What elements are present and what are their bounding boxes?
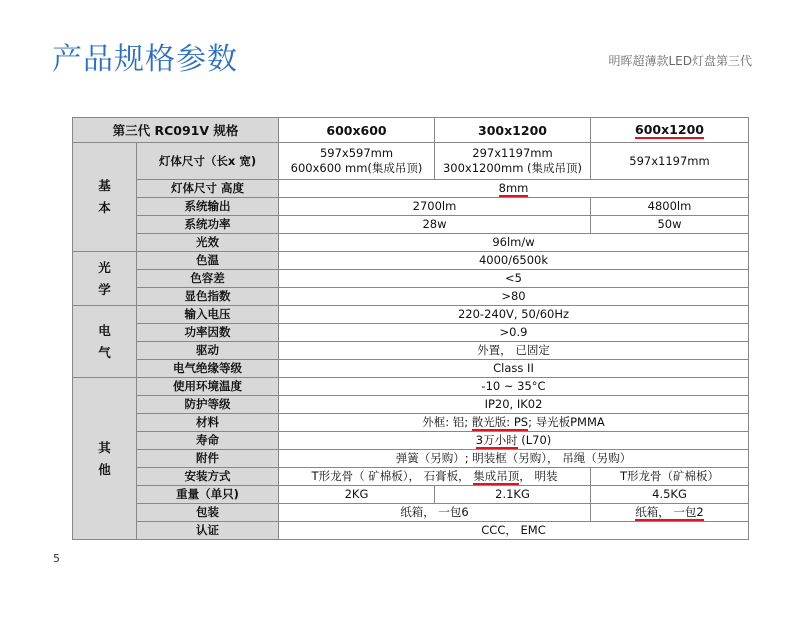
category-other-label: 其他	[98, 439, 111, 477]
power-value-a: 28w	[279, 216, 591, 234]
category-optical-label: 光学	[98, 259, 111, 297]
table-row	[73, 198, 749, 216]
table-header-row	[73, 118, 749, 143]
dimension-col1	[279, 143, 435, 180]
label-lifetime: 寿命	[137, 432, 279, 450]
table-row	[73, 143, 749, 180]
table-row	[73, 522, 749, 540]
material-highlight: 散光版: PS	[471, 414, 529, 429]
table-row	[73, 414, 749, 432]
accessories-value: 弹簧（另购）; 明装框（另购）， 吊绳（另购）	[279, 450, 749, 468]
lifetime-highlight: 3万小时	[475, 432, 518, 447]
weight-col3: 4.5KG	[591, 486, 749, 504]
installation-highlight: 集成吊顶	[473, 468, 520, 483]
page-title: 产品规格参数	[52, 42, 238, 77]
installation-pre: T形龙骨（ 矿棉板）， 石膏板，	[311, 468, 474, 483]
header-col3-highlight: 600x1200	[635, 121, 704, 137]
table-row	[73, 450, 749, 468]
table-row	[73, 342, 749, 360]
table-row	[73, 378, 749, 396]
dimension-col2	[435, 143, 591, 180]
table-row	[73, 180, 749, 198]
label-protection: 防护等级	[137, 396, 279, 414]
driver-value: 外置， 已固定	[279, 342, 749, 360]
table-row	[73, 486, 749, 504]
dimension-col2-line2: 300x1200mm (集成吊顶)	[442, 161, 583, 175]
table-row	[73, 234, 749, 252]
material-value	[279, 414, 749, 432]
table-row	[73, 324, 749, 342]
label-dimension: 灯体尺寸（长x 宽)	[137, 143, 279, 180]
weight-col2: 2.1KG	[435, 486, 591, 504]
material-pre: 外框: 铝;	[422, 414, 472, 429]
table-row	[73, 396, 749, 414]
label-packaging: 包装	[137, 504, 279, 522]
output-value-a: 2700lm	[279, 198, 591, 216]
label-accessories: 附件	[137, 450, 279, 468]
page-number: 5	[53, 552, 60, 565]
category-electrical	[73, 306, 137, 378]
table-row	[73, 216, 749, 234]
certification-value: CCC， EMC	[279, 522, 749, 540]
table-row	[73, 504, 749, 522]
category-basic	[73, 143, 137, 252]
label-cri: 显色指数	[137, 288, 279, 306]
input-voltage-value: 220-240V, 50/60Hz	[279, 306, 749, 324]
label-cct: 色温	[137, 252, 279, 270]
weight-col1: 2KG	[279, 486, 435, 504]
packaging-value-b	[591, 504, 749, 522]
cri-value: >80	[279, 288, 749, 306]
table-row	[73, 270, 749, 288]
ambient-temp-value: -10 ~ 35°C	[279, 378, 749, 396]
insulation-value: Class II	[279, 360, 749, 378]
label-power: 系统功率	[137, 216, 279, 234]
label-input-voltage: 输入电压	[137, 306, 279, 324]
output-value-b: 4800lm	[591, 198, 749, 216]
label-installation: 安装方式	[137, 468, 279, 486]
category-optical	[73, 252, 137, 306]
label-power-factor: 功率因数	[137, 324, 279, 342]
table-row	[73, 432, 749, 450]
header-col3	[591, 118, 749, 143]
color-tolerance-value: <5	[279, 270, 749, 288]
label-material: 材料	[137, 414, 279, 432]
label-output: 系统输出	[137, 198, 279, 216]
power-value-b: 50w	[591, 216, 749, 234]
table-row	[73, 468, 749, 486]
category-electrical-label: 电气	[98, 322, 111, 360]
installation-value-a	[279, 468, 591, 486]
installation-value-b: T形龙骨（矿棉板）	[591, 468, 749, 486]
efficacy-value: 96lm/w	[279, 234, 749, 252]
label-height: 灯体尺寸 高度	[137, 180, 279, 198]
category-other	[73, 378, 137, 540]
material-post: ; 导光板PMMA	[528, 414, 605, 429]
table-row	[73, 288, 749, 306]
header-spec: 第三代 RC091V 规格	[73, 118, 279, 143]
protection-value: IP20, IK02	[279, 396, 749, 414]
table-row	[73, 306, 749, 324]
spec-table	[72, 117, 749, 540]
table-row	[73, 360, 749, 378]
lifetime-post: (L70)	[517, 432, 552, 447]
dimension-col3: 597x1197mm	[591, 143, 749, 180]
dimension-col1-line2: 600x600 mm(集成吊顶)	[290, 161, 423, 175]
label-color-tolerance: 色容差	[137, 270, 279, 288]
label-ambient-temp: 使用环境温度	[137, 378, 279, 396]
power-factor-value: >0.9	[279, 324, 749, 342]
label-insulation: 电气绝缘等级	[137, 360, 279, 378]
cct-value: 4000/6500k	[279, 252, 749, 270]
packaging-highlight: 纸箱， 一包2	[635, 504, 704, 519]
dimension-col2-line1: 297x1197mm	[472, 146, 553, 160]
packaging-value-a: 纸箱， 一包6	[279, 504, 591, 522]
table-row	[73, 252, 749, 270]
category-basic-label: 基本	[98, 178, 111, 215]
page-subtitle: 明晖超薄款LED灯盘第三代	[608, 54, 752, 68]
height-value	[279, 180, 749, 198]
height-highlight: 8mm	[498, 180, 529, 195]
label-certification: 认证	[137, 522, 279, 540]
label-efficacy: 光效	[137, 234, 279, 252]
label-weight: 重量（单只)	[137, 486, 279, 504]
header-col2: 300x1200	[435, 118, 591, 143]
header-col1: 600x600	[279, 118, 435, 143]
label-driver: 驱动	[137, 342, 279, 360]
dimension-col1-line1: 597x597mm	[319, 146, 394, 160]
installation-post: ， 明装	[519, 468, 558, 483]
lifetime-value	[279, 432, 749, 450]
